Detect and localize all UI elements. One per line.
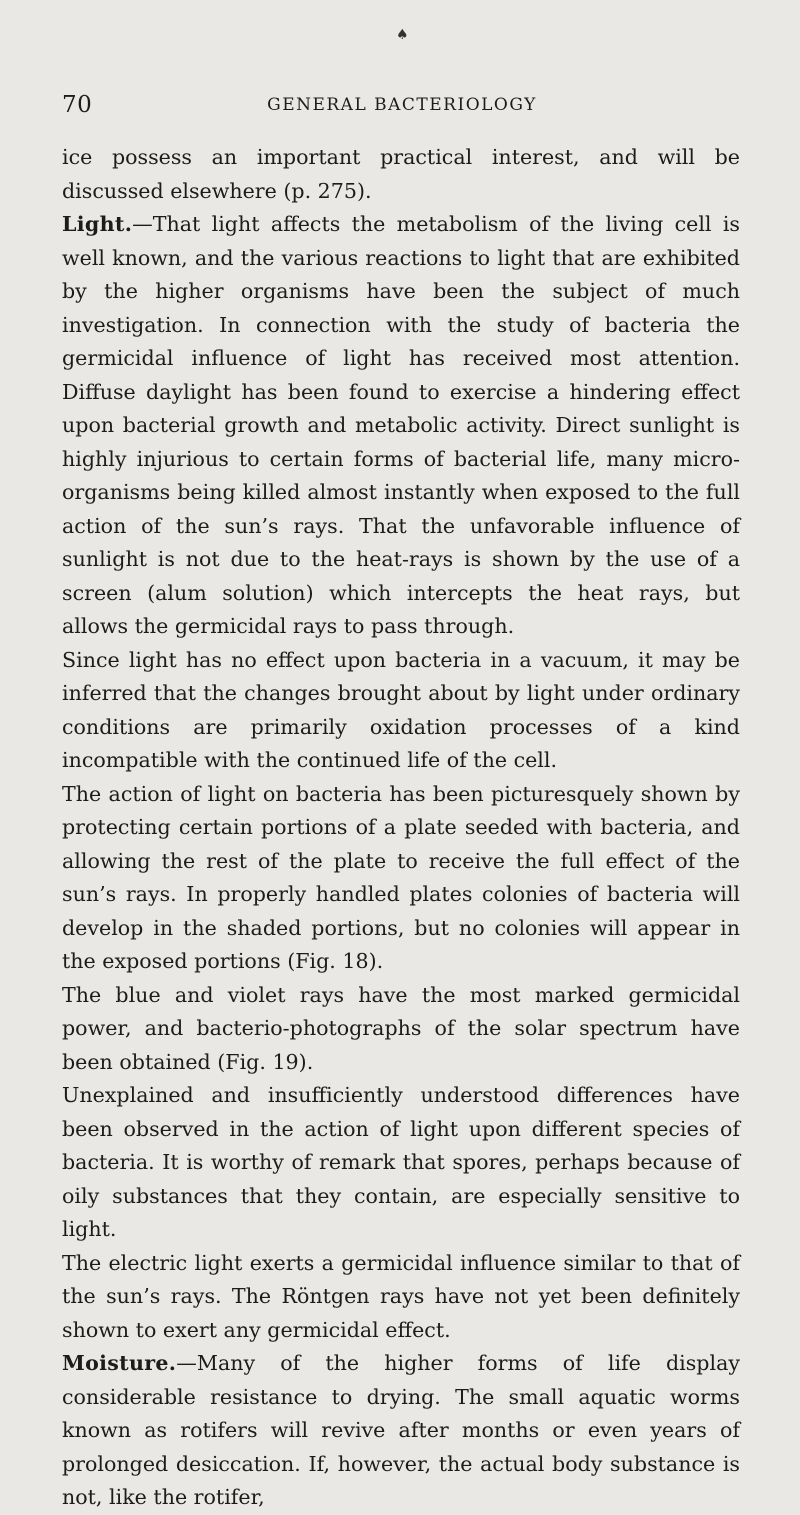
paragraph <box>62 979 740 1080</box>
paragraph-text: The electric light exerts a germicidal influence similar to that of the sun’s rays. The Röntgen rays have not yet been definitely shown to exert any germicidal effect. <box>62 1250 740 1342</box>
body-text <box>62 141 740 1515</box>
paragraph <box>62 1079 740 1247</box>
page-number: 70 <box>62 92 93 118</box>
section-heading-light: Light. <box>62 212 133 236</box>
paragraph-text: Unexplained and insufficiently understood differences have been observed in the action of light upon different species of bacteria. It is worthy of remark that spores, perhaps because of oily substances that they contain, are especially sensitive to light. <box>62 1083 740 1241</box>
paragraph-text: —Many of the higher forms of life display considerable resistance to drying. The small aquatic worms known as rotifers will revive after months or even years of prolonged desiccation. If, however, the actual body substance is not, like the rotifer, <box>62 1351 740 1509</box>
paragraph-text: The action of light on bacteria has been picturesquely shown by protecting certain portions of a plate seeded with bacteria, and allowing the rest of the plate to receive the full effect of the sun’s rays. In properly handled plates colonies of bacteria will develop in the shaded portions, but no colonies will appear in the exposed portions (Fig. 18). <box>62 781 740 973</box>
paragraph <box>62 1347 740 1515</box>
paragraph <box>62 141 740 208</box>
section-heading-moisture: Moisture. <box>62 1351 177 1375</box>
paragraph <box>62 208 740 644</box>
paragraph-text: —That light affects the metabolism of the living cell is well known, and the various reactions to light that are exhibited by the higher organisms have been the subject of much investigation. In connection with the study of bacteria the germicidal influence of light has received most attention. Diffuse daylight has been found to exercise a hindering effect upon bacterial growth and metabolic activity. Direct sunlight is highly injurious to certain forms of bacterial life, many micro-organisms being killed almost instantly when exposed to the full action of the sun’s rays. That the unfavorable influence of sunlight is not due to the heat-rays is shown by the use of a screen (alum solution) which intercepts the heat rays, but allows the germicidal rays to pass through. <box>62 212 740 638</box>
paragraph <box>62 644 740 778</box>
paragraph-text: Since light has no effect upon bacteria in a vacuum, it may be inferred that the changes brought about by light under ordinary conditions are primarily oxidation processes of a kind incompatible with the continued life of the cell. <box>62 647 740 772</box>
paragraph <box>62 1247 740 1348</box>
printer-ornament: ♠ <box>396 27 409 43</box>
running-head: GENERAL BACTERIOLOGY <box>267 95 537 115</box>
paragraph-text: The blue and violet rays have the most marked germicidal power, and bacterio-photographs of the solar spectrum have been obtained (Fig. 19). <box>62 982 740 1074</box>
paragraph-text: ice possess an important practical interest, and will be discussed elsewhere (p. 275). <box>62 145 740 203</box>
paragraph <box>62 778 740 979</box>
page-header <box>62 90 742 120</box>
